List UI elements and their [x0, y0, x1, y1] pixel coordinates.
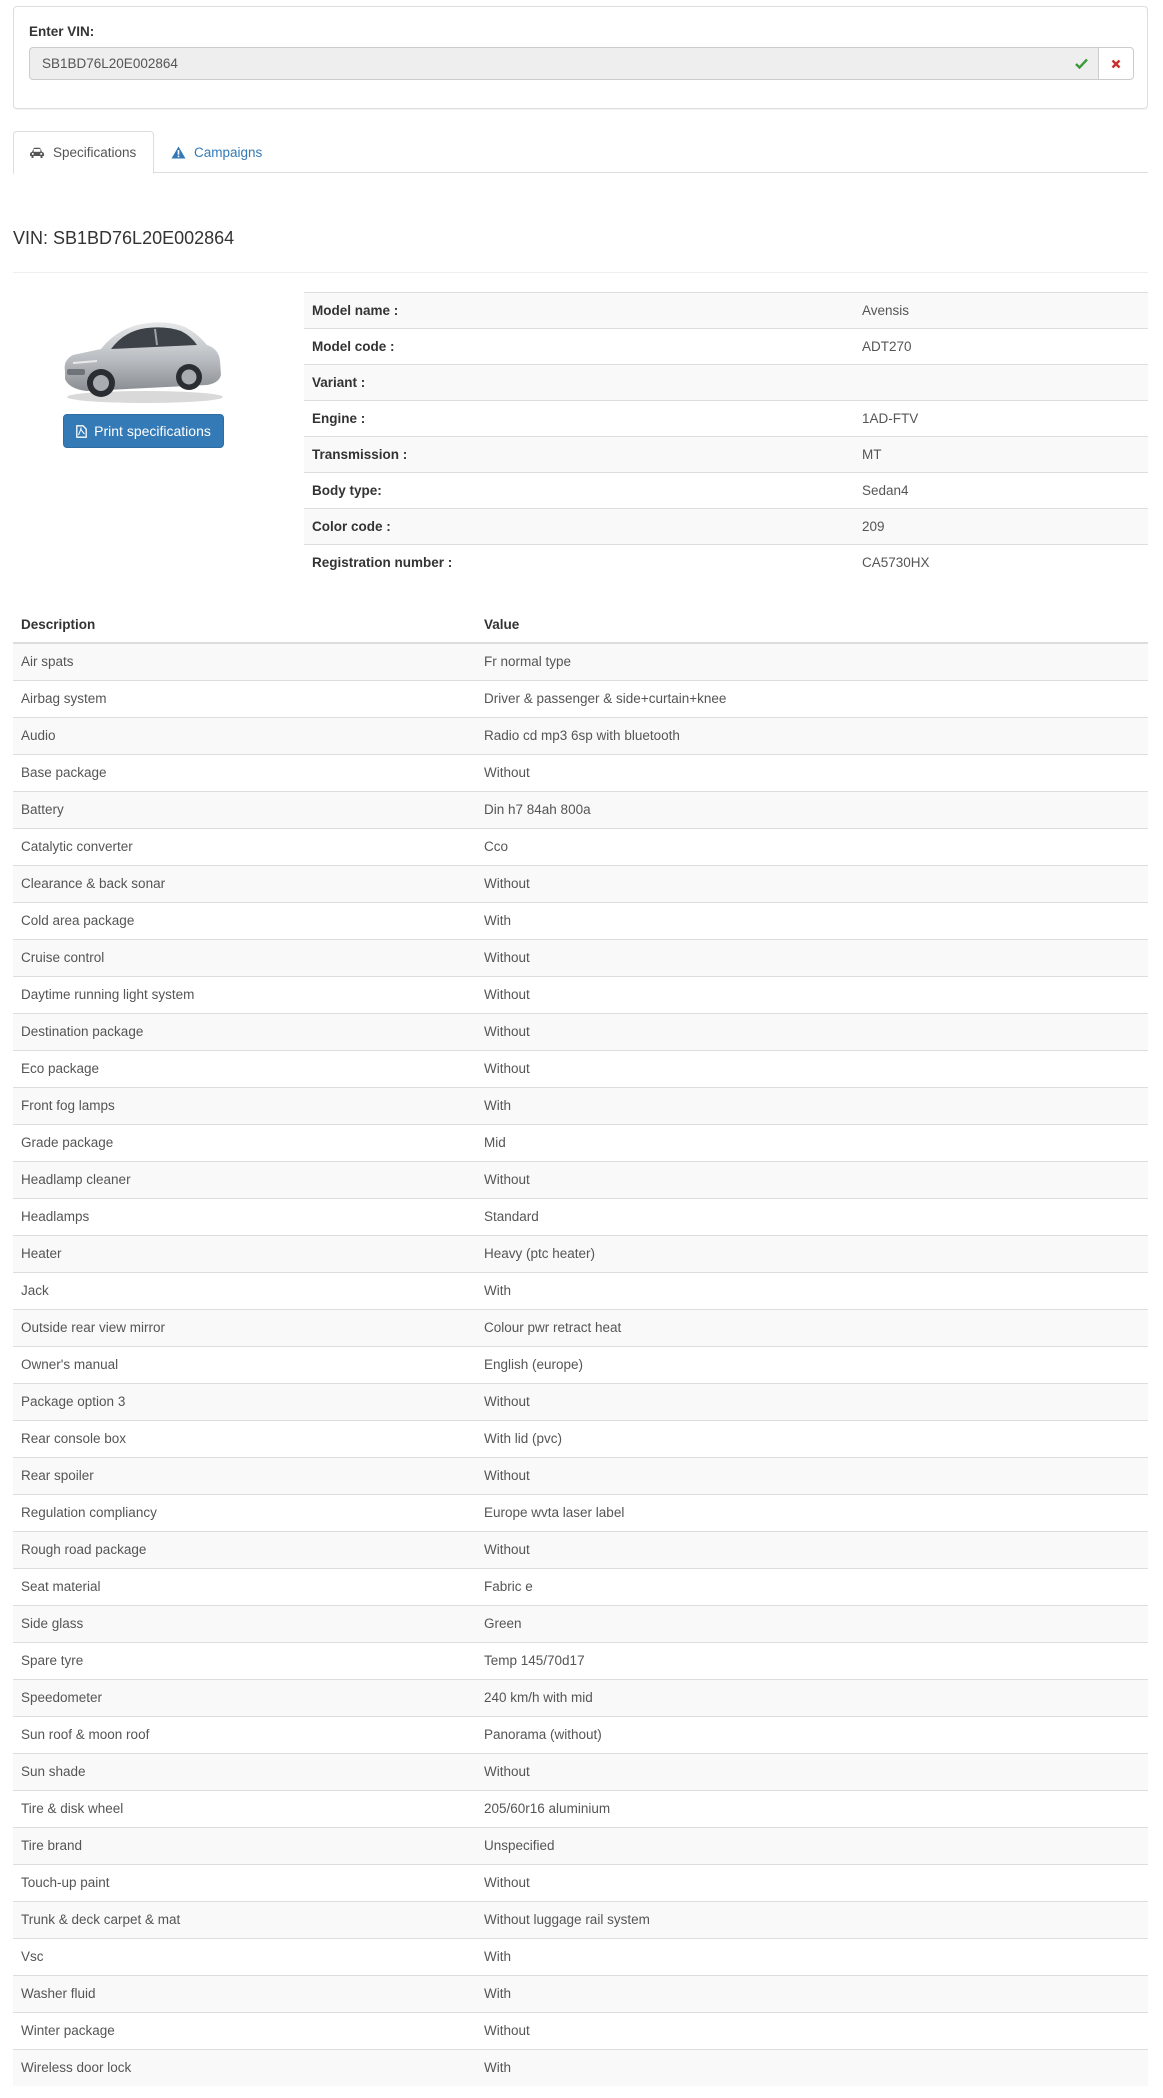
- table-row: [13, 1605, 1148, 1642]
- option-description: Jack: [13, 1272, 476, 1309]
- table-row: [13, 1494, 1148, 1531]
- tab-specifications[interactable]: [13, 131, 154, 174]
- option-value: Fabric e: [476, 1568, 1148, 1605]
- spec-label: Registration number :: [304, 545, 854, 581]
- option-description: Rear spoiler: [13, 1457, 476, 1494]
- option-value: Driver & passenger & side+curtain+knee: [476, 680, 1148, 717]
- option-description: Headlamps: [13, 1198, 476, 1235]
- spec-value: 1AD-FTV: [854, 401, 1148, 437]
- table-row: [13, 939, 1148, 976]
- table-row: [13, 1420, 1148, 1457]
- table-row: [13, 1679, 1148, 1716]
- car-icon: [29, 147, 45, 159]
- result-tabs: [13, 131, 1148, 173]
- print-specifications-button[interactable]: [63, 414, 224, 448]
- option-description: Air spats: [13, 643, 476, 680]
- option-value: Without: [476, 1050, 1148, 1087]
- table-row: [13, 2049, 1148, 2086]
- table-row: [13, 1975, 1148, 2012]
- option-value: Heavy (ptc heater): [476, 1235, 1148, 1272]
- option-value: Without: [476, 754, 1148, 791]
- option-value: With: [476, 1272, 1148, 1309]
- option-value: Din h7 84ah 800a: [476, 791, 1148, 828]
- table-row: [13, 1753, 1148, 1790]
- spec-row: [304, 437, 1148, 473]
- spec-row: [304, 473, 1148, 509]
- option-description: Washer fluid: [13, 1975, 476, 2012]
- option-description: Base package: [13, 754, 476, 791]
- table-row: [13, 1938, 1148, 1975]
- warning-icon: [171, 146, 186, 159]
- spec-row: [304, 365, 1148, 401]
- option-value: Without luggage rail system: [476, 1901, 1148, 1938]
- spec-label: Model code :: [304, 329, 854, 365]
- car-image: [57, 305, 227, 405]
- option-description: Package option 3: [13, 1383, 476, 1420]
- option-description: Sun shade: [13, 1753, 476, 1790]
- option-value: Without: [476, 865, 1148, 902]
- vin-entry-panel: [13, 6, 1148, 109]
- spec-row: [304, 545, 1148, 581]
- option-description: Regulation compliancy: [13, 1494, 476, 1531]
- option-value: Without: [476, 976, 1148, 1013]
- options-table: [13, 606, 1148, 2086]
- table-row: [13, 1642, 1148, 1679]
- option-description: Touch-up paint: [13, 1864, 476, 1901]
- option-description: Clearance & back sonar: [13, 865, 476, 902]
- option-description: Battery: [13, 791, 476, 828]
- option-value: Without: [476, 1161, 1148, 1198]
- table-row: [13, 1050, 1148, 1087]
- option-value: Without: [476, 1864, 1148, 1901]
- vin-input-group: [29, 47, 1134, 80]
- option-description: Front fog lamps: [13, 1087, 476, 1124]
- option-value: Radio cd mp3 6sp with bluetooth: [476, 717, 1148, 754]
- spec-row: [304, 293, 1148, 329]
- option-description: Wireless door lock: [13, 2049, 476, 2086]
- table-header-row: [13, 606, 1148, 643]
- option-description: Heater: [13, 1235, 476, 1272]
- clear-vin-button[interactable]: [1098, 47, 1134, 80]
- option-value: Fr normal type: [476, 643, 1148, 680]
- table-row: [13, 1235, 1148, 1272]
- option-description: Airbag system: [13, 680, 476, 717]
- table-row: [13, 643, 1148, 680]
- spec-label: Variant :: [304, 365, 854, 401]
- option-value: With: [476, 902, 1148, 939]
- option-value: Without: [476, 939, 1148, 976]
- option-description: Catalytic converter: [13, 828, 476, 865]
- vin-input[interactable]: [29, 47, 1064, 80]
- table-row: [13, 1161, 1148, 1198]
- table-row: [13, 1087, 1148, 1124]
- spec-label: Color code :: [304, 509, 854, 545]
- option-value: Without: [476, 1013, 1148, 1050]
- option-description: Rough road package: [13, 1531, 476, 1568]
- option-value: 205/60r16 aluminium: [476, 1790, 1148, 1827]
- option-value: With: [476, 1975, 1148, 2012]
- table-row: [13, 754, 1148, 791]
- vin-heading: VIN: SB1BD76L20E002864: [13, 228, 235, 248]
- spec-row: [304, 401, 1148, 437]
- option-description: Cold area package: [13, 902, 476, 939]
- option-value: Green: [476, 1605, 1148, 1642]
- table-row: [13, 865, 1148, 902]
- spec-row: [304, 509, 1148, 545]
- spec-value: ADT270: [854, 329, 1148, 365]
- option-value: Without: [476, 2012, 1148, 2049]
- table-row: [13, 1827, 1148, 1864]
- valid-check-icon: [1064, 47, 1098, 80]
- options-table-body: [13, 643, 1148, 2086]
- option-description: Audio: [13, 717, 476, 754]
- vehicle-specs-table: [304, 292, 1148, 581]
- option-description: Speedometer: [13, 1679, 476, 1716]
- option-value: Standard: [476, 1198, 1148, 1235]
- table-row: [13, 1716, 1148, 1753]
- option-description: Sun roof & moon roof: [13, 1716, 476, 1753]
- table-row: [13, 976, 1148, 1013]
- option-description: Spare tyre: [13, 1642, 476, 1679]
- option-value: Without: [476, 1531, 1148, 1568]
- option-value: Mid: [476, 1124, 1148, 1161]
- table-row: [13, 1013, 1148, 1050]
- option-value: Without: [476, 1383, 1148, 1420]
- print-specifications-label: Print specifications: [94, 423, 211, 439]
- option-value: With: [476, 2049, 1148, 2086]
- tab-campaigns[interactable]: [156, 131, 277, 173]
- option-value: English (europe): [476, 1346, 1148, 1383]
- tab-campaigns-label: Campaigns: [194, 144, 263, 160]
- spec-value: MT: [854, 437, 1148, 473]
- close-icon: [1111, 59, 1121, 69]
- table-row: [13, 1272, 1148, 1309]
- spec-value: CA5730HX: [854, 545, 1148, 581]
- option-description: Winter package: [13, 2012, 476, 2049]
- table-row: [13, 1457, 1148, 1494]
- option-value: Europe wvta laser label: [476, 1494, 1148, 1531]
- table-row: [13, 680, 1148, 717]
- spec-row: [304, 329, 1148, 365]
- table-row: [13, 717, 1148, 754]
- option-description: Destination package: [13, 1013, 476, 1050]
- option-value: Colour pwr retract heat: [476, 1309, 1148, 1346]
- table-row: [13, 1124, 1148, 1161]
- option-description: Trunk & deck carpet & mat: [13, 1901, 476, 1938]
- value-column-header: Value: [476, 606, 1148, 643]
- table-row: [13, 902, 1148, 939]
- option-description: Side glass: [13, 1605, 476, 1642]
- spec-label: Transmission :: [304, 437, 854, 473]
- option-value: With: [476, 1087, 1148, 1124]
- table-row: [13, 1568, 1148, 1605]
- spec-value: [854, 365, 1148, 401]
- option-description: Cruise control: [13, 939, 476, 976]
- spec-value: Avensis: [854, 293, 1148, 329]
- option-description: Grade package: [13, 1124, 476, 1161]
- table-row: [13, 1346, 1148, 1383]
- spec-label: Body type:: [304, 473, 854, 509]
- table-row: [13, 828, 1148, 865]
- option-value: Without: [476, 1753, 1148, 1790]
- option-value: Unspecified: [476, 1827, 1148, 1864]
- option-description: Seat material: [13, 1568, 476, 1605]
- description-column-header: Description: [13, 606, 476, 643]
- table-row: [13, 1901, 1148, 1938]
- option-description: Rear console box: [13, 1420, 476, 1457]
- pdf-file-icon: [76, 425, 87, 438]
- table-row: [13, 1790, 1148, 1827]
- table-row: [13, 2012, 1148, 2049]
- option-value: With lid (pvc): [476, 1420, 1148, 1457]
- option-description: Daytime running light system: [13, 976, 476, 1013]
- option-description: Outside rear view mirror: [13, 1309, 476, 1346]
- spec-label: Engine :: [304, 401, 854, 437]
- option-value: Panorama (without): [476, 1716, 1148, 1753]
- option-value: Without: [476, 1457, 1148, 1494]
- option-description: Vsc: [13, 1938, 476, 1975]
- spec-value: 209: [854, 509, 1148, 545]
- option-value: Temp 145/70d17: [476, 1642, 1148, 1679]
- table-row: [13, 791, 1148, 828]
- spec-label: Model name :: [304, 293, 854, 329]
- table-row: [13, 1383, 1148, 1420]
- vin-label: Enter VIN:: [29, 24, 95, 39]
- option-description: Owner's manual: [13, 1346, 476, 1383]
- table-row: [13, 1864, 1148, 1901]
- table-row: [13, 1531, 1148, 1568]
- divider: [13, 272, 1148, 273]
- option-value: 240 km/h with mid: [476, 1679, 1148, 1716]
- spec-value: Sedan4: [854, 473, 1148, 509]
- option-description: Eco package: [13, 1050, 476, 1087]
- option-value: Cco: [476, 828, 1148, 865]
- option-description: Headlamp cleaner: [13, 1161, 476, 1198]
- table-row: [13, 1198, 1148, 1235]
- table-row: [13, 1309, 1148, 1346]
- option-description: Tire & disk wheel: [13, 1790, 476, 1827]
- option-value: With: [476, 1938, 1148, 1975]
- option-description: Tire brand: [13, 1827, 476, 1864]
- tab-specifications-label: Specifications: [53, 145, 137, 160]
